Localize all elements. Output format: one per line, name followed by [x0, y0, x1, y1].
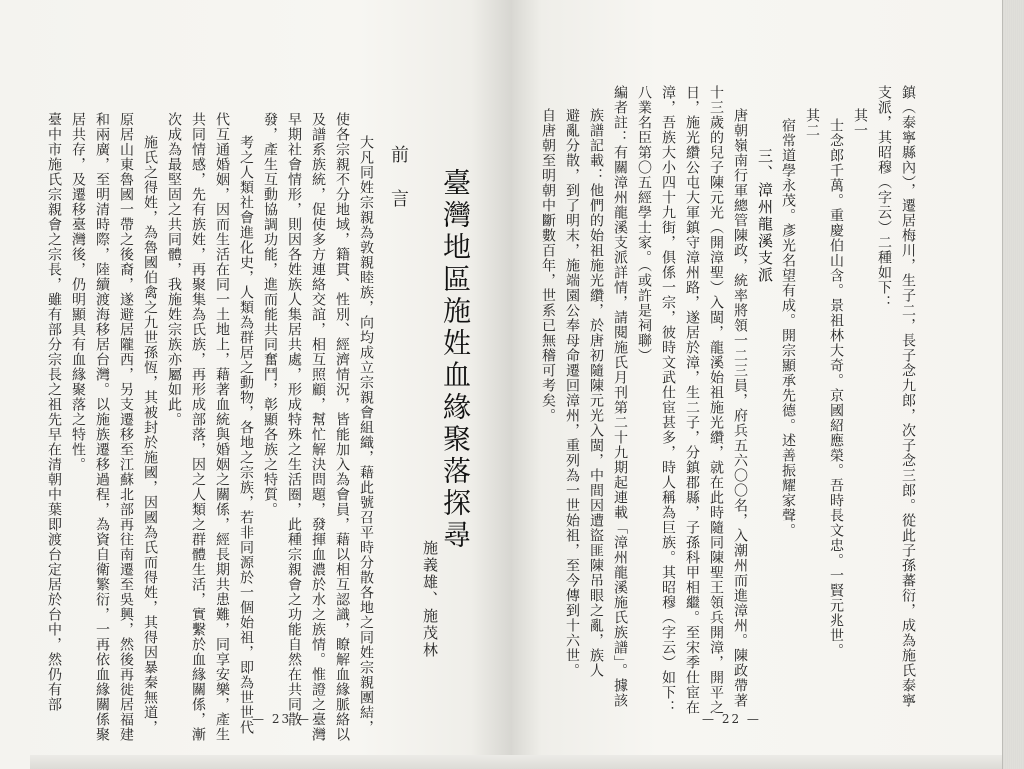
- right-text-column: 日，施光纘公屯大軍鎮守漳州路，遂居於漳，生二子，分鎮郡縣，子孫科甲相繼。至宋季仕宦在: [684, 85, 700, 715]
- right-text-column: 漳，吾族大小四十九街，俱係一宗，彼時文武仕宦甚多，時人稱為巨族。其昭穆（字云）如下：: [660, 85, 676, 715]
- left-text-column: 及譜系族統，促使多方連絡交誼，相互照顧，幫忙解決問題，發揮血濃於水之族情。惟證之臺灣: [310, 112, 326, 742]
- left-text-column: 和兩廣，至明清時際，陸續渡海移居台灣。以施族遷移過程，為資自衛繁衍，一再依血緣關係聚: [94, 112, 110, 742]
- author-line: 施義雄、施茂林: [421, 540, 439, 659]
- right-text-column: 士念郎千萬。重慶伯山含。景祖林大奇。京國紹應榮。吾時長文忠。一賢元兆世。: [828, 118, 844, 658]
- left-text-column: 施氏之得姓，為魯國伯禽之九世孫恆，其被封於施國，因國為氏而得姓，其得因暴秦無道，: [142, 135, 158, 735]
- left-text-column: 早期社會情形，則因各姓族人集居共處，形成特殊之生活圈，此種宗親會之功能自然在共同散: [286, 112, 302, 727]
- right-text-column: 其一: [852, 108, 868, 138]
- left-text-column: 考之人類社會進化史，人類為群居之動物，各地之宗族，若非同源於一個始祖，即為世世代: [238, 135, 254, 735]
- right-page: [512, 0, 1002, 769]
- left-text-column: 大凡同姓宗親為敦親睦族，向均成立宗親會組織，藉此號召平時分散各地之同姓宗親團結，: [358, 135, 374, 735]
- left-text-column: 代互通婚姻，因而生活在同一土地上，藉著血統與婚姻之關係，經長期共患難，同享安樂，產生: [214, 112, 230, 742]
- right-text-column: 其二: [804, 108, 820, 138]
- page-edges: [1002, 0, 1024, 769]
- right-text-column: 編者註：有關漳州龍溪支派詳情，請閱施氏月刊第二十九期起連載「漳州龍溪施氏族譜」。據該: [612, 85, 628, 708]
- right-text-column: 唐朝嶺南行軍總管陳政，統率將領一二三員，府兵五六〇〇名，入潮州而進漳州。陳政帶著: [732, 108, 748, 708]
- right-text-column: 自唐朝至明朝中斷數百年，世系已無稽可考矣。: [540, 108, 556, 423]
- left-text-column: 共同情感，先有族姓，再聚集為氏族，再形成部落，因之人類之群體生活，實繫於血緣關係，漸: [190, 112, 206, 742]
- left-text-column: 發，產生互動協調功能，進而能共同奮鬥，彰顯各族之特質。: [262, 112, 278, 517]
- left-text-column: 臺中市施氏宗親會之宗長，雖有部分宗長之祖先早在清朝中葉即渡台定居於台中，然仍有部: [46, 112, 62, 712]
- left-text-column: 居共存，及遷移臺灣後，仍明顯具有血緣聚落之特性。: [70, 112, 86, 472]
- article-title: 臺灣地區施姓血緣聚落探尋: [439, 168, 472, 552]
- left-text-column: 使各宗親不分地域，籍貫、性別、經濟情況，皆能加入為會員，藉以相互認識，瞭解血緣脈絡以: [334, 112, 350, 742]
- right-text-column: 鎮（泰寧縣內），遷居梅川，生子二，長子念九郎，次子念三郎。從此子孫蕃衍，成為施氏泰寧: [900, 85, 916, 708]
- left-text-column: 原居山東魯國一帶之後裔，遂避居隴西，另支遷移至江蘇北部再往南遷至吳興，然後再徙居福建: [118, 112, 134, 742]
- page-bottom-edge: [30, 755, 1002, 769]
- left-text-column: 次成為最堅固之共同體，我施姓宗族亦屬如此。: [166, 112, 182, 427]
- preface-heading: 前言: [388, 145, 409, 233]
- right-text-column: 八業名臣第〇五經學士家。（或許是祠聯）: [636, 85, 652, 363]
- right-text-column: 十三歲的兒子陳元光（開漳聖）入閩，龍溪始祖施光纘，就在此時隨同陳聖王領兵開漳，開平之: [708, 85, 724, 715]
- left-page-number: — 23 —: [252, 712, 311, 726]
- right-text-column: 避亂分散，到了明末，施端園公奉母命遷回漳州，重列為一世始祖，至今傳到十六世。: [564, 108, 580, 678]
- right-text-column: 宿常道學永茂。彥光名望有成。開宗顯承先德。述善振耀家聲。: [780, 118, 796, 538]
- right-text-column: 族譜記載：他們的始祖施光纘，於唐初隨陳元光入閩，中間因遭盜匪陳吊眼之亂，族人: [588, 108, 604, 678]
- section-heading: 三、漳州龍溪支派: [756, 148, 774, 284]
- right-page-number: — 22 —: [702, 712, 761, 726]
- right-text-column: 支派，其昭穆（字云）二種如下：: [876, 85, 892, 310]
